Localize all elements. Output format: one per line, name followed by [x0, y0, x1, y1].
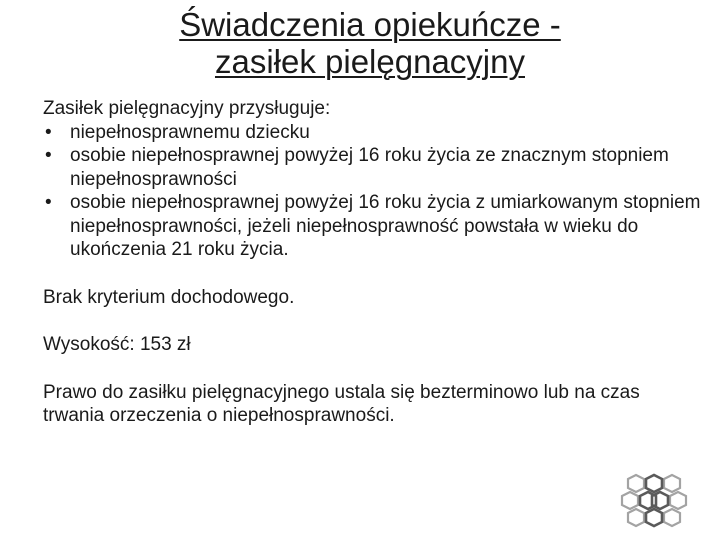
income-note: Brak kryterium dochodowego. [43, 286, 295, 308]
list-item: • osobie niepełnosprawnej powyżej 16 roku życia z umiarkowanym stopniem niepełnosprawności, jeżeli niepełnosprawność powstała w wieku do ukończenia 21 roku życia. [43, 191, 703, 262]
eligibility-list [43, 121, 703, 262]
slide-body [43, 97, 703, 428]
spacer [43, 357, 703, 381]
list-item: • niepełnosprawnemu dziecku [43, 121, 703, 145]
intro-text: Zasiłek pielęgnacyjny przysługuje: [43, 98, 331, 119]
duration-note: Prawo do zasiłku pielęgnacyjnego ustala się bezterminowo lub na czas trwania orzeczenia o niepełnosprawności. [43, 381, 640, 426]
hexagon-cluster-logo-icon [618, 472, 690, 528]
slide-title-line-1: Świadczenia opiekuńcze - [179, 6, 561, 43]
spacer [43, 262, 703, 286]
slide-title-line-2: zasiłek pielęgnacyjny [214, 43, 525, 80]
spacer [43, 309, 703, 333]
slide-title [0, 6, 720, 80]
amount-text: Wysokość: 153 zł [43, 334, 191, 355]
list-item: • osobie niepełnosprawnej powyżej 16 roku życia ze znacznym stopniem niepełnosprawności [43, 144, 703, 191]
